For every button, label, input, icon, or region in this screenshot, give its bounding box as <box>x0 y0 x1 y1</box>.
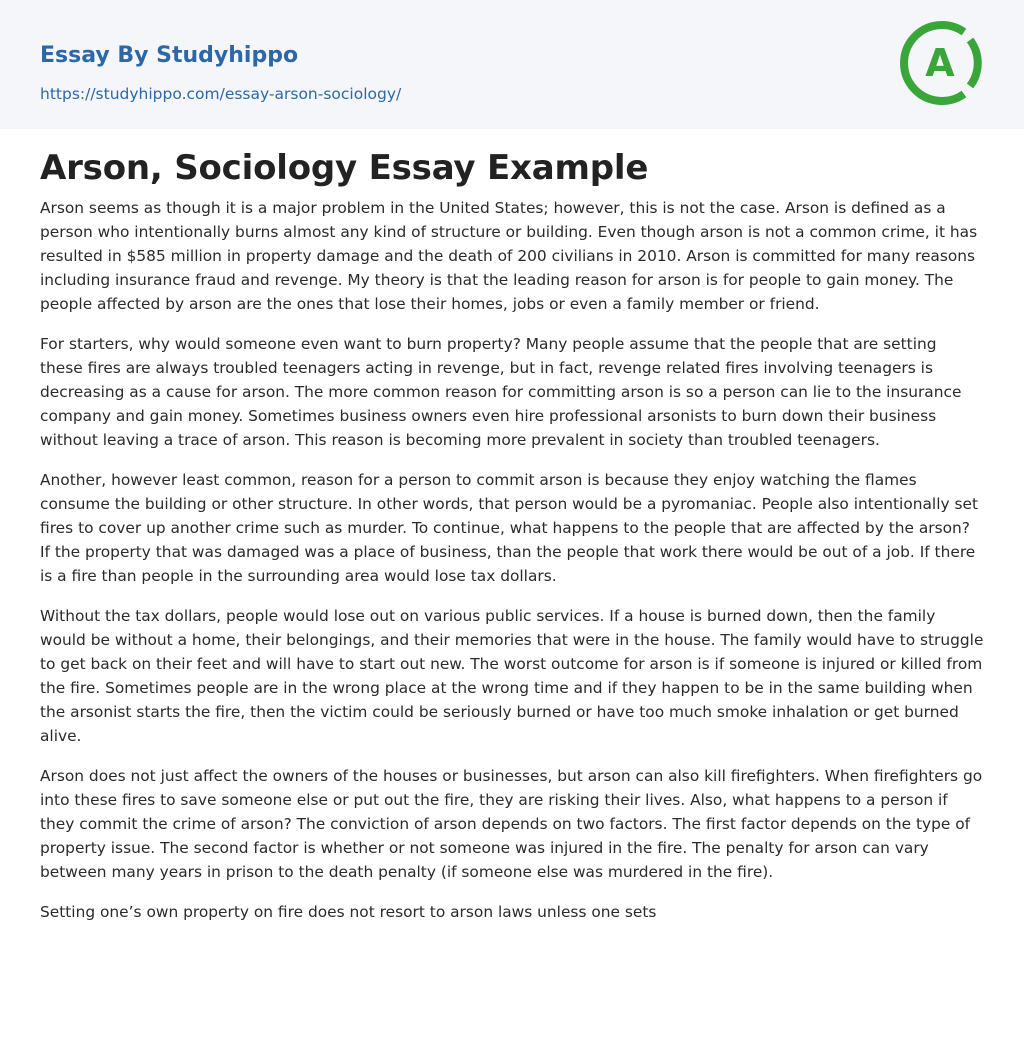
article-content <box>0 129 1024 924</box>
studyhippo-logo-icon[interactable] <box>898 20 984 106</box>
essay-url-link[interactable]: https://studyhippo.com/essay-arson-sociology/ <box>40 85 402 103</box>
article-paragraph: For starters, why would someone even want to burn property? Many people assume that the people that are setting these fires are always troubled teenagers acting in revenge, but in fact, revenge related fires involving teenagers is decreasing as a cause for arson. The more common reason for committing arson is so a person can lie to the insurance company and gain money. Sometimes business owners even hire professional arsonists to burn down their business without leaving a trace of arson. This reason is becoming more prevalent in society than troubled teenagers. <box>40 335 962 449</box>
site-name[interactable]: Essay By Studyhippo <box>40 43 299 68</box>
article-paragraph: Without the tax dollars, people would lose out on various public services. If a house is burned down, then the family would be without a home, their belongings, and their memories that were in the house. The family would have to struggle to get back on their feet and will have to start out new. The worst outcome for arson is if someone is injured or killed from the fire. Sometimes people are in the wrong place at the wrong time and if they happen to be in the same building when the arsonist starts the fire, then the victim could be seriously burned or have too much smoke inhalation or get burned alive. <box>40 607 984 745</box>
site-header <box>0 0 1024 129</box>
article-paragraph: Arson does not just affect the owners of the houses or businesses, but arson can also kill firefighters. When firefighters go into these fires to save someone else or put out the fire, they are risking their lives. Also, what happens to a person if they commit the crime of arson? The conviction of arson depends on two factors. The first factor depends on the type of property issue. The second factor is whether or not someone was injured in the fire. The penalty for arson can vary between many years in prison to the death penalty (if someone else was murdered in the fire). <box>40 767 983 881</box>
article-paragraph: Setting one’s own property on fire does not resort to arson laws unless one sets <box>40 903 657 921</box>
logo-letter: A <box>925 41 955 85</box>
article-title: Arson, Sociology Essay Example <box>40 148 649 188</box>
article-paragraph: Arson seems as though it is a major problem in the United States; however, this is not the case. Arson is defined as a person who intentionally burns almost any kind of structure or building. Even though arson is not a common crime, it has resulted in $585 million in property damage and the death of 200 civilians in 2010. Arson is committed for many reasons including insurance fraud and revenge. My theory is that the leading reason for arson is for people to gain money. The people affected by arson are the ones that lose their homes, jobs or even a family member or friend. <box>40 199 978 313</box>
article-paragraph: Another, however least common, reason for a person to commit arson is because they enjoy watching the flames consume the building or other structure. In other words, that person would be a pyromaniac. People also intentionally set fires to cover up another crime such as murder. To continue, what happens to the people that are affected by the arson? If the property that was damaged was a place of business, than the people that work there would be out of a job. If there is a fire than people in the surrounding area would lose tax dollars. <box>40 471 979 585</box>
